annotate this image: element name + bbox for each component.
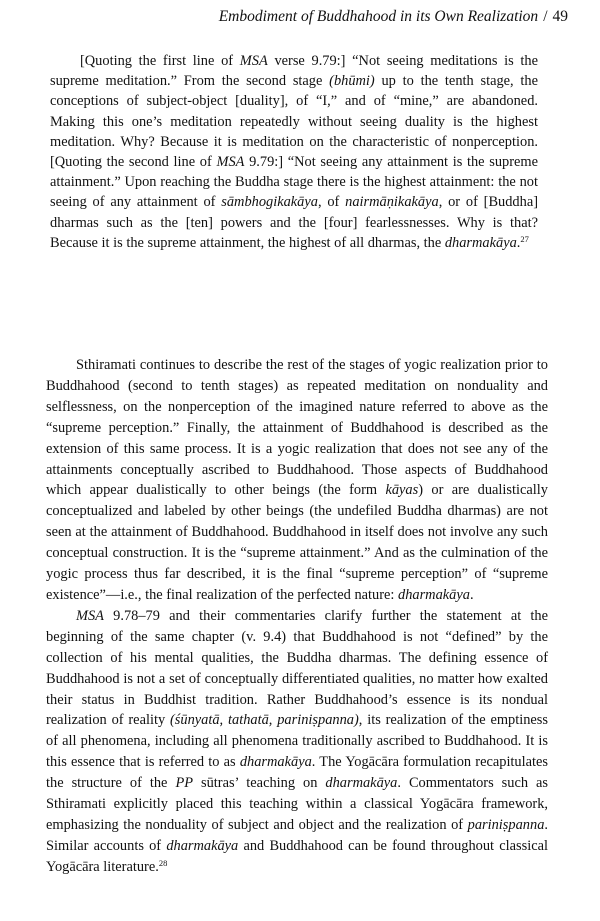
- running-head: [60, 8, 568, 26]
- term-bhumi: (bhūmi): [329, 73, 375, 90]
- msa-abbrev: MSA: [216, 154, 245, 171]
- msa-abbrev: MSA: [239, 53, 268, 69]
- footnote-ref: 27: [520, 233, 529, 244]
- term-kayas: kāyas: [385, 482, 419, 499]
- body-text: [46, 355, 548, 878]
- page-number: 49: [552, 8, 568, 25]
- term-parinispanna: pariniṣpanna: [467, 816, 545, 833]
- term-dharmakaya: dharmakāya: [398, 586, 470, 603]
- quote-paragraph: [Quoting the first line of MSA verse 9.79:] “Not seeing meditations is the supreme meditation.” From the second stage (bhūmi) up to the tenth stage, the conceptions of subject-object [duality], of “I,” and of “mine,” are abandoned. Making this one’s meditation repeatedly without seeing duality is the highest meditation. Why? Because it is meditation on the characteristic of nonperception. [Quoting the second line of MSA 9.79:] “Not seeing any attainment is the supreme attainment.” Upon reaching the Buddha stage there is the highest attainment: the not seeing of any attainment of sāmbhogikakāya, of nairmāṇikakāya, or of [Buddha] dharmas such as the [ten] powers and the [four] fearlessnesses. Why is that? Because it is the supreme attainment, the highest of all dharmas, the dharmakāya.$^{27}$: [50, 53, 539, 251]
- term-dharmakaya: dharmakāya: [325, 775, 398, 792]
- running-head-separator: /: [543, 8, 548, 25]
- running-head-title: Embodiment of Buddhahood in its Own Realization: [218, 8, 539, 25]
- term-nairmanikakaya: nairmāṇikakāya: [345, 194, 439, 211]
- term-dharmakaya: dharmakāya: [166, 837, 239, 854]
- term-dharmakaya: dharmakāya: [444, 234, 517, 251]
- footnote-ref: 28: [158, 857, 168, 868]
- msa-abbrev: MSA: [76, 607, 104, 624]
- term-sambhogikakaya: sāmbhogikakāya: [221, 194, 318, 211]
- block-quote: [50, 51, 538, 253]
- paragraph-msa: MSA 9.78–79 and their commentaries clarify further the statement at the beginning of the same chapter (v. 9.4) that Buddhahood is not “defined” by the collection of his mental qualities, the Buddha dharmas. The defining essence of Buddhahood is not a set of conceptually differentiated qualities, no matter how exalted their status in Buddhist tradition. Rather Buddhahood’s essence is its nondual realization of reality (śūnyatā, tathatā, pariniṣpanna), its realization of the emptiness of all phenomena, including all phenomena traditionally ascribed to Buddhahood. It is this essence that is referred to as dharmakāya. The Yogācāra formulation recapitulates the structure of the PP sūtras’ teaching on dharmakāya. Commentators such as Sthiramati explicitly placed this teaching within a classical Yogācāra framework, emphasizing the nonduality of subject and object and the realization of pariniṣpanna. Similar accounts of dharmakāya and Buddhahood can be found throughout classical Yogācāra literature.$^{28}$: [46, 607, 549, 875]
- term-dharmakaya: dharmakāya: [239, 754, 312, 771]
- paragraph-sthiramati: Sthiramati continues to describe the rest of the stages of yogic realization prior to Buddhahood (second to tenth stages) as repeated meditation on nonduality and selflessness, on the nonperception of the imagined nature referred to above as the “supreme perception.” Finally, the attainment of Buddhahood is described as the extension of this same process. It is a yogic realization that does not see any of the attainments conceptually ascribed to Buddhahood. Those aspects of Buddhahood which appear dualistically to other beings (the form kāyas) or are dualistically conceptualized and labeled by other beings (the undefiled Buddha dharmas) are not seen at the attainment of Buddhahood. Buddhahood in itself does not involve any such conceptual construction. It is the “supreme attainment.” And as the culmination of the yogic process thus far described, it is the final “supreme perception” of “supreme existence”—i.e., the final realization of the perfected nature: dharmakāya.: [46, 357, 548, 603]
- terms-reality: (śūnyatā, tathatā, pariniṣpanna): [170, 712, 359, 729]
- pp-abbrev: PP: [175, 775, 194, 792]
